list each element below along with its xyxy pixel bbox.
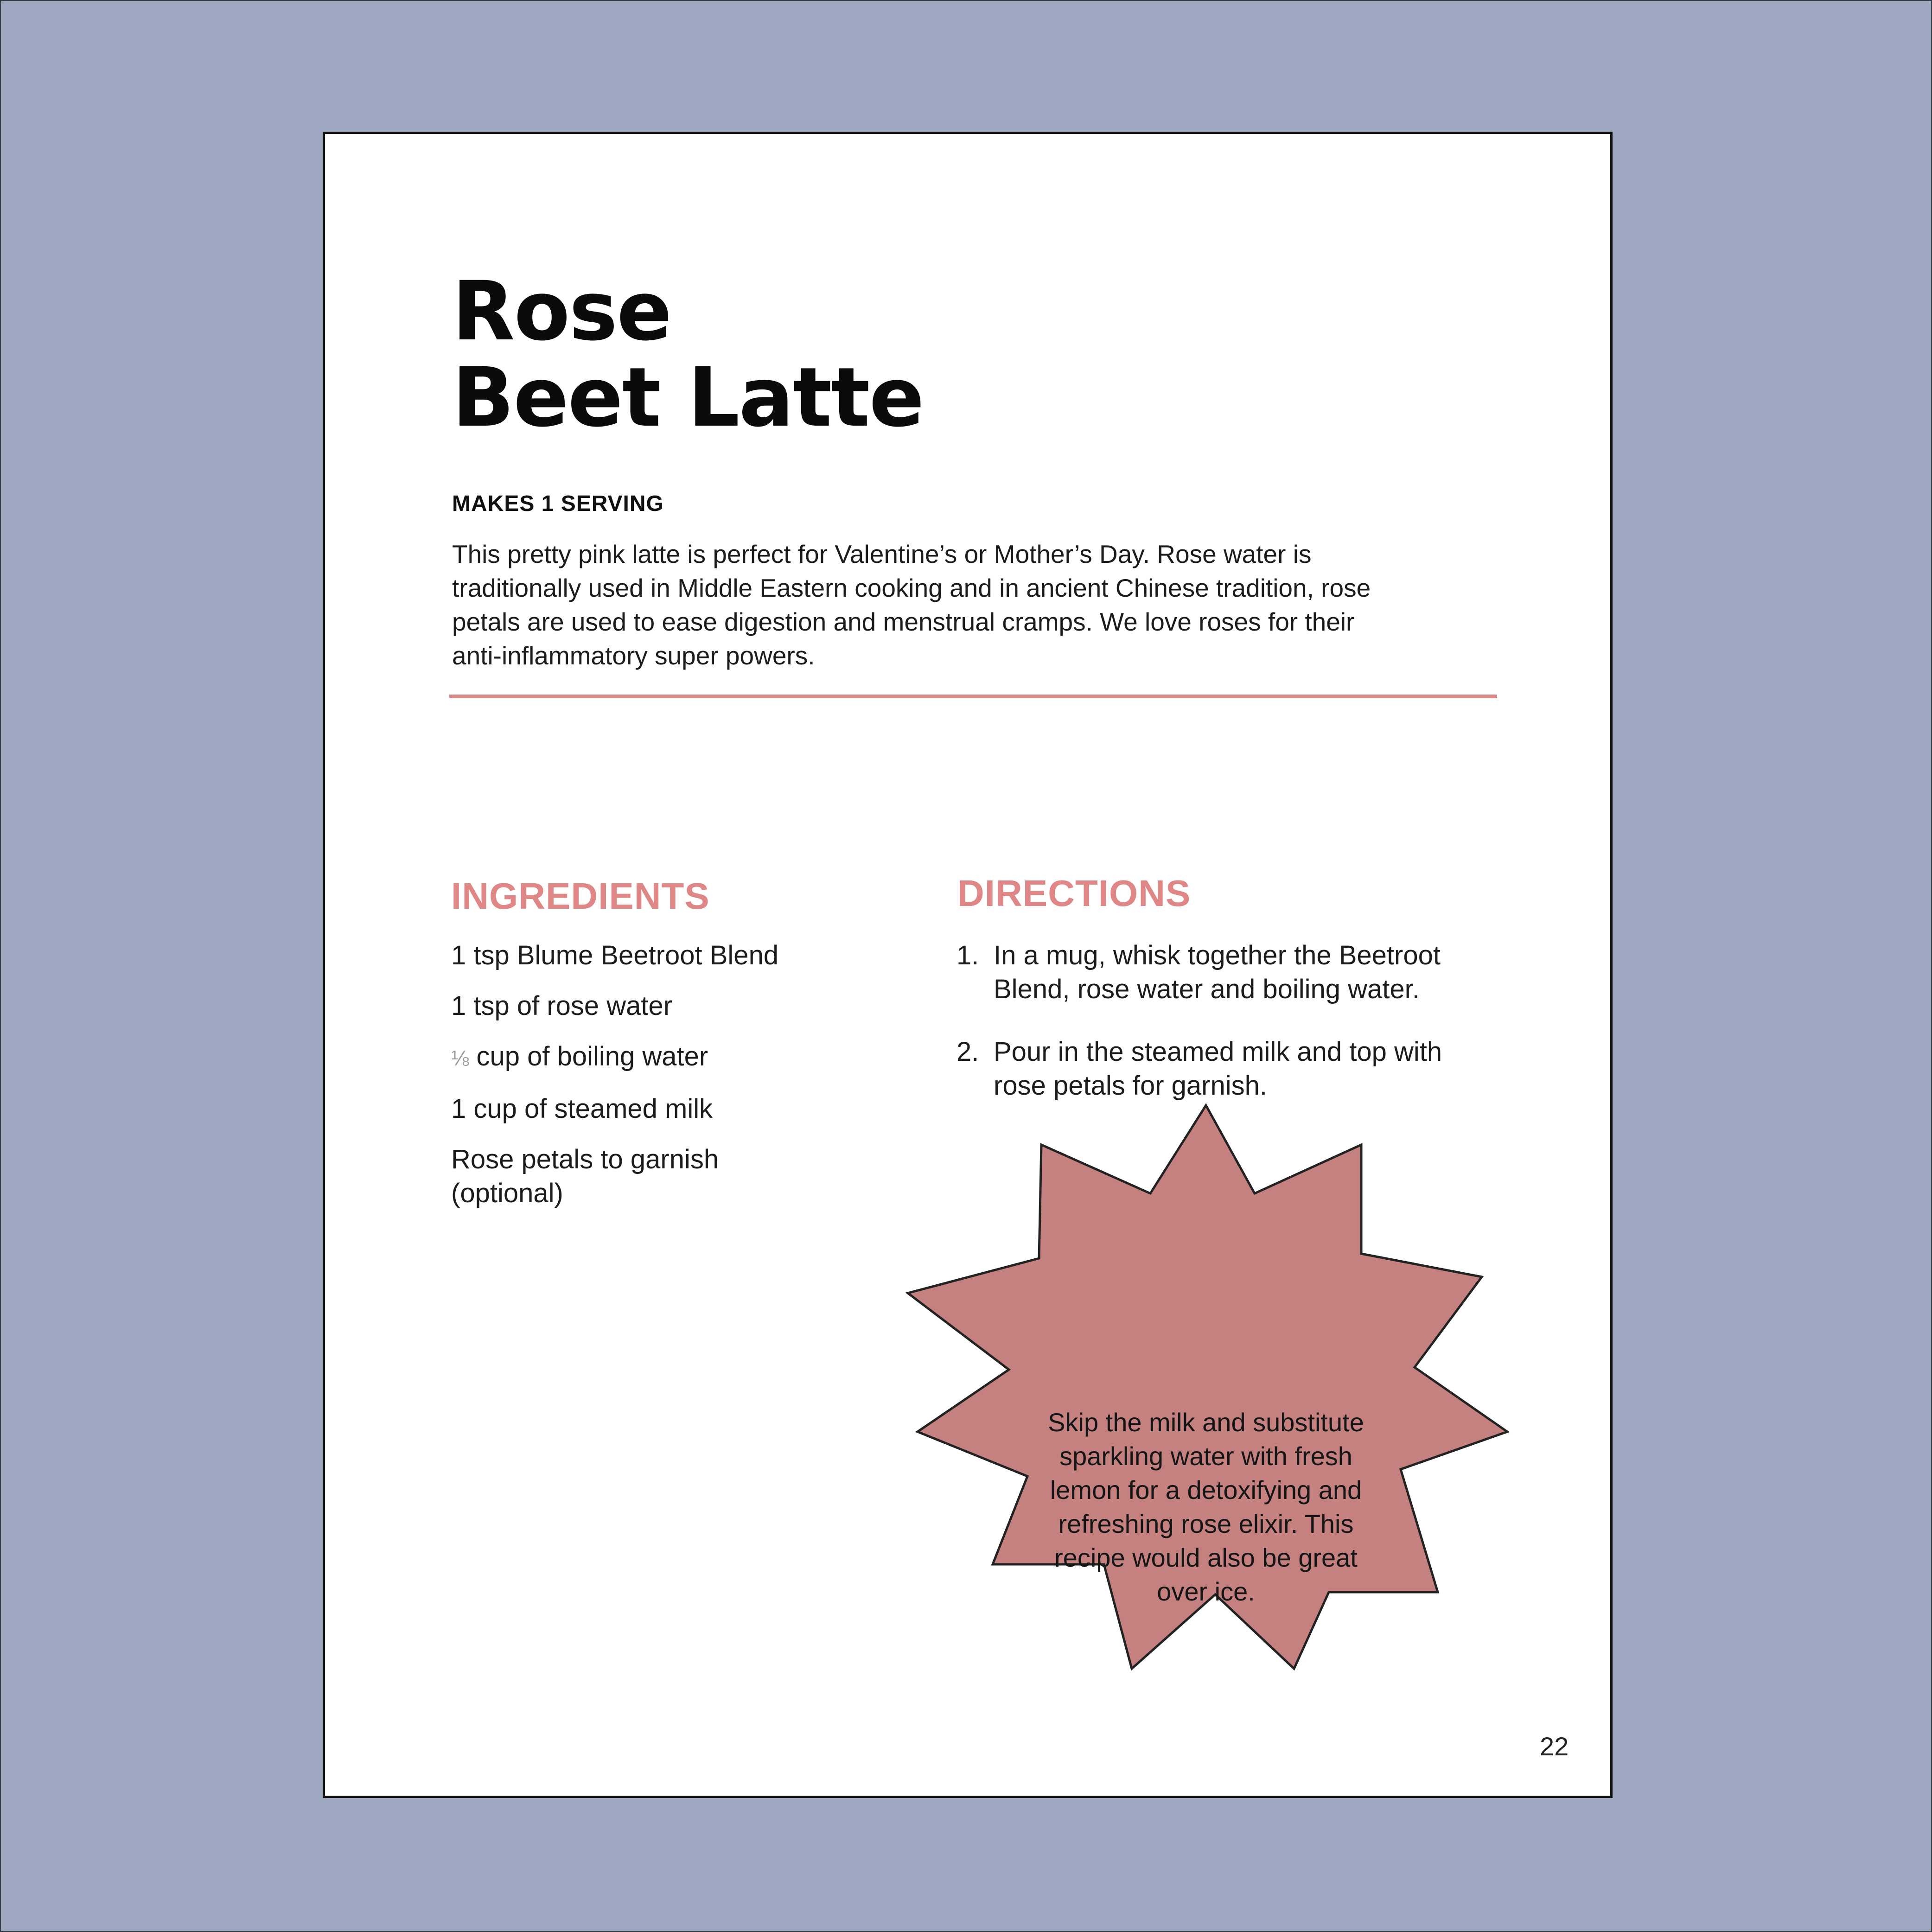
ingredient-item: 1 cup of steamed milk [451, 1094, 713, 1124]
step-number: 2. [956, 1037, 979, 1067]
direction-step [956, 938, 1467, 1006]
recipe-intro: This pretty pink latte is perfect for Valentine’s or Mother’s Day. Rose water is traditionally used in Middle Eastern cooking and in ancient Chinese tradition, rose petals are used to ease digestion and menstrual cramps. We love roses for their anti-inflammatory super powers. [452, 540, 1371, 670]
tip-text: Skip the milk and substitute sparkling water with fresh lemon for a detoxifying and refreshing rose elixir. This recipe would also be great over ice. [1048, 1408, 1364, 1606]
step-text: In a mug, whisk together the Beetroot Blend, rose water and boiling water. [994, 940, 1441, 1004]
ingredient-item: 1 tsp Blume Beetroot Blend [451, 940, 779, 970]
step-number: 1. [956, 940, 979, 970]
serving-yield: MAKES 1 SERVING [452, 491, 664, 516]
divider-rule [449, 695, 1497, 698]
fraction-glyph: ⅛ [451, 1046, 469, 1070]
step-text: Pour in the steamed milk and top with rose petals for garnish. [994, 1037, 1442, 1101]
page-number: 22 [1540, 1732, 1569, 1761]
recipe-title [452, 264, 924, 445]
ingredient-text: cup of boiling water [469, 1041, 708, 1071]
ingredient-item: Rose petals to garnish (optional) [451, 1144, 719, 1208]
recipe-page [323, 132, 1613, 1798]
directions-heading: DIRECTIONS [957, 873, 1191, 914]
ingredients-heading: INGREDIENTS [451, 875, 710, 917]
ingredient-item: 1 tsp of rose water [451, 991, 673, 1021]
ingredients-list [451, 938, 868, 1227]
title-line-1: Rose [452, 264, 671, 359]
title-line-2: Beet Latte [452, 350, 924, 445]
ingredient-item [451, 1039, 868, 1075]
